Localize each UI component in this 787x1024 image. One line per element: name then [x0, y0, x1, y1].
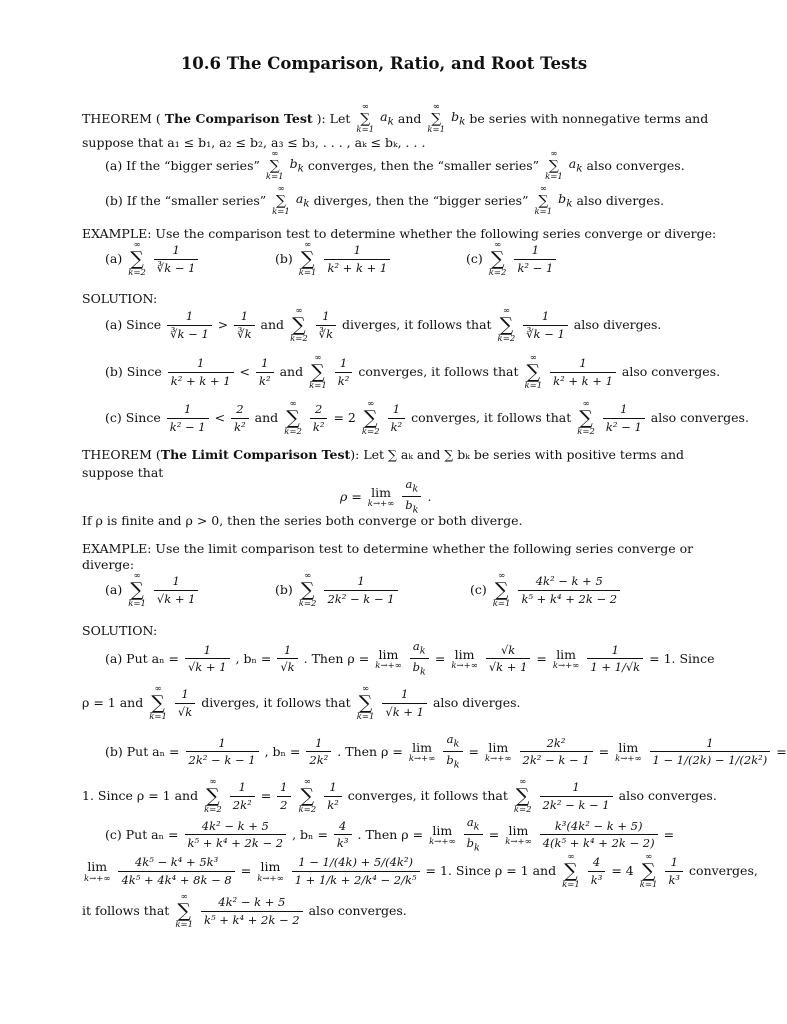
theorem-limit-comparison-line1: THEOREM (The Limit Comparison Test): Let ∑ aₖ and ∑ bₖ be series with positive terms and — [82, 447, 685, 462]
sum-symbol: ∞ ∑ k=1 — [545, 149, 563, 182]
sum-symbol: ∞ ∑ k=1 — [265, 149, 284, 182]
solution-label: SOLUTION: — [82, 623, 158, 638]
sum-symbol: ∞ ∑ k=1 — [356, 102, 375, 135]
sum-symbol: ∞ ∑ k=2 — [290, 306, 308, 344]
theorem-comparison-item-b: (b) If the “smaller series” ∞ ∑ k=1 $a_k$ diverges, then the “bigger series” ∞ ∑ k=1 $b_k$ also diverges. — [105, 184, 665, 217]
theorem-comparison-line1: THEOREM ( The Comparison Test ): Let ∞ ∑ k=1 $a_k$ and ∞ ∑ k=1 $b_k$ be series with nonnegative terms and — [82, 102, 709, 135]
sum-symbol: ∞ ∑ k=1 — [175, 892, 193, 930]
sum-symbol: ∞ ∑ k=1 — [524, 353, 543, 391]
example-comparison-b: (b) ∞ ∑ k=1 $\frac{1}{\text{k² + k + 1}}$ — [275, 241, 392, 277]
solution-limit-a-line1: (a) Put aₙ = $\frac{1}{√k + 1}$ , bₙ = $\frac{1}{√k}$ . Then ρ = lim k→+∞ $\frac{a_k}{b_k}$ = lim k→+∞ $\frac{√k}{√k + 1}$ = lim k→+∞ $\frac{1}{1 + 1/√k}$ = 1. Since — [105, 639, 715, 678]
example-limit-a: (a) ∞ ∑ k=1 $\frac{1}{√k + 1}$ — [105, 572, 200, 608]
sum-symbol: ∞ ∑ k=2 — [128, 240, 146, 278]
sum-symbol: ∞ ∑ k=1 — [427, 102, 446, 135]
solution-comparison-b: (b) Since $\frac{1}{\text{k² + k + 1}}$ < $\frac{1}{\text{k²}}$ and ∞ ∑ k=1 $\frac{1}{\text{k²}}$ converges, it follows that ∞ ∑ k=1 $\frac{1}{\text{k² + k + 1}}$ also converges. — [105, 353, 721, 391]
solution-limit-c-line3: it follows that ∞ ∑ k=1 $\frac{\text{4k² − k + 5}}{\text{k⁵ + k⁴ + 2k − 2}}$ also converges. — [82, 892, 407, 930]
sum-symbol: ∞ ∑ k=2 — [284, 399, 302, 437]
example-comparison-intro: EXAMPLE: Use the comparison test to determine whether the following series converge or diverge: — [82, 226, 717, 241]
sum-symbol: ∞ ∑ k=2 — [577, 399, 595, 437]
sum-symbol: ∞ ∑ k=2 — [361, 399, 380, 437]
sum-symbol: ∞ ∑ k=1 — [534, 184, 553, 217]
sum-symbol: ∞ ∑ k=1 — [272, 184, 290, 217]
sum-symbol: ∞ ∑ k=2 — [513, 777, 532, 815]
page-title: 10.6 The Comparison, Ratio, and Root Tests — [180, 54, 588, 73]
sum-symbol: ∞ ∑ k=1 — [639, 852, 658, 890]
sum-symbol: ∞ ∑ k=2 — [298, 777, 317, 815]
solution-label: SOLUTION: — [82, 291, 158, 306]
theorem-limit-comparison-line3: If ρ is finite and ρ > 0, then the series both converge or both diverge. — [82, 513, 523, 528]
sum-symbol: ∞ ∑ k=2 — [497, 306, 516, 344]
sum-symbol: ∞ ∑ k=1 — [562, 852, 580, 890]
example-limit-c: (c) ∞ ∑ k=1 $\frac{\text{4k² − k + 5}}{\text{k⁵ + k⁴ + 2k − 2}}$ — [470, 572, 622, 608]
solution-limit-b-line1: (b) Put aₙ = $\frac{1}{\text{2k² − k − 1}}$ , bₙ = $\frac{1}{\text{2k²}}$ . Then ρ = lim k→+∞ $\frac{a_k}{b_k}$ = lim k→+∞ $\frac{\text{2k²}}{\text{2k² − k − 1}}$ = lim k→+∞ $\frac{1}{\text{1 − 1/(2k) − 1/(2k²)}}$ = — [105, 732, 787, 771]
sum-symbol: ∞ ∑ k=2 — [488, 240, 507, 278]
theorem-name: The Limit Comparison Test — [160, 447, 351, 462]
solution-comparison-c: (c) Since $\frac{1}{\text{k² − 1}}$ < $\frac{2}{\text{k²}}$ and ∞ ∑ k=2 $\frac{2}{\text{k²}}$ = 2 ∞ ∑ k=2 $\frac{1}{\text{k²}}$ converges, it follows that ∞ ∑ k=2 $\frac{1}{\text{k² − 1}}$ also converges. — [105, 399, 749, 437]
rho-definition: ρ = lim k→+∞ $\frac{a_k}{b_k}$ . — [340, 477, 432, 516]
sum-symbol: ∞ ∑ k=1 — [309, 353, 327, 391]
sum-symbol: ∞ ∑ k=1 — [356, 684, 375, 722]
sum-symbol: ∞ ∑ k=1 — [298, 240, 317, 278]
example-limit-intro-line1: EXAMPLE: Use the limit comparison test to determine whether the following series converge or — [82, 541, 694, 556]
theorem-limit-comparison-line2: suppose that — [82, 465, 164, 480]
example-limit-intro-line2: diverge: — [82, 557, 135, 572]
solution-limit-c-line2: lim k→+∞ $\frac{\text{4k⁵ − k⁴ + 5k³}}{\text{4k⁵ + 4k⁴ + 8k − 8}}$ = lim k→+∞ $\frac{\text{1 − 1/(4k) + 5/(4k²)}}{\text{1 + 1/k + 2/k⁴ − 2/k⁵}}$ = 1. Since ρ = 1 and ∞ ∑ k=1 $\frac{4}{\text{k³}}$ = 4 ∞ ∑ k=1 $\frac{1}{\text{k³}}$ converges, — [84, 852, 758, 890]
sum-symbol: ∞ ∑ k=1 — [128, 571, 146, 609]
theorem-comparison-line2: suppose that a₁ ≤ b₁, a₂ ≤ b₂, a₃ ≤ b₃, . . . , aₖ ≤ bₖ, . . . — [82, 135, 426, 150]
example-comparison-a: (a) ∞ ∑ k=2 $\frac{1}{∛k - 1}$ — [105, 241, 200, 277]
sum-symbol: ∞ ∑ k=1 — [149, 684, 167, 722]
theorem-comparison-item-a: (a) If the “bigger series” ∞ ∑ k=1 $b_k$ converges, then the “smaller series” ∞ ∑ k=1 $a_k$ also converges. — [105, 149, 685, 182]
theorem-name: The Comparison Test — [164, 110, 313, 126]
solution-comparison-a: (a) Since $\frac{1}{∛k - 1}$ > $\frac{1}{∛k}$ and ∞ ∑ k=2 $\frac{1}{∛k}$ diverges, it follows that ∞ ∑ k=2 $\frac{1}{∛k - 1}$ also diverges. — [105, 306, 662, 344]
solution-limit-b-line2: 1. Since ρ = 1 and ∞ ∑ k=2 $\frac{1}{\text{2k²}}$ = $\frac{1}{2}$ ∞ ∑ k=2 $\frac{1}{\text{k²}}$ converges, it follows that ∞ ∑ k=2 $\frac{1}{\text{2k² − k − 1}}$ also converges. — [82, 777, 717, 815]
sum-symbol: ∞ ∑ k=2 — [298, 571, 317, 609]
sum-symbol: ∞ ∑ k=1 — [492, 571, 511, 609]
solution-limit-c-line1: (c) Put aₙ = $\frac{\text{4k² − k + 5}}{\text{k⁵ + k⁴ + 2k − 2}}$ , bₙ = $\frac{4}{\text{k³}}$ . Then ρ = lim k→+∞ $\frac{a_k}{b_k}$ = lim k→+∞ $\frac{\text{k³(4k² − k + 5)}}{\text{4(k⁵ + k⁴ + 2k − 2)}}$ = — [105, 815, 675, 854]
example-comparison-c: (c) ∞ ∑ k=2 $\frac{1}{\text{k² − 1}}$ — [466, 241, 558, 277]
solution-limit-a-line2: ρ = 1 and ∞ ∑ k=1 $\frac{1}{√k}$ diverges, it follows that ∞ ∑ k=1 $\frac{1}{√k + 1}$ also diverges. — [82, 684, 521, 722]
sum-symbol: ∞ ∑ k=2 — [204, 777, 222, 815]
example-limit-b: (b) ∞ ∑ k=2 $\frac{1}{\text{2k² − k − 1}}$ — [275, 572, 400, 608]
